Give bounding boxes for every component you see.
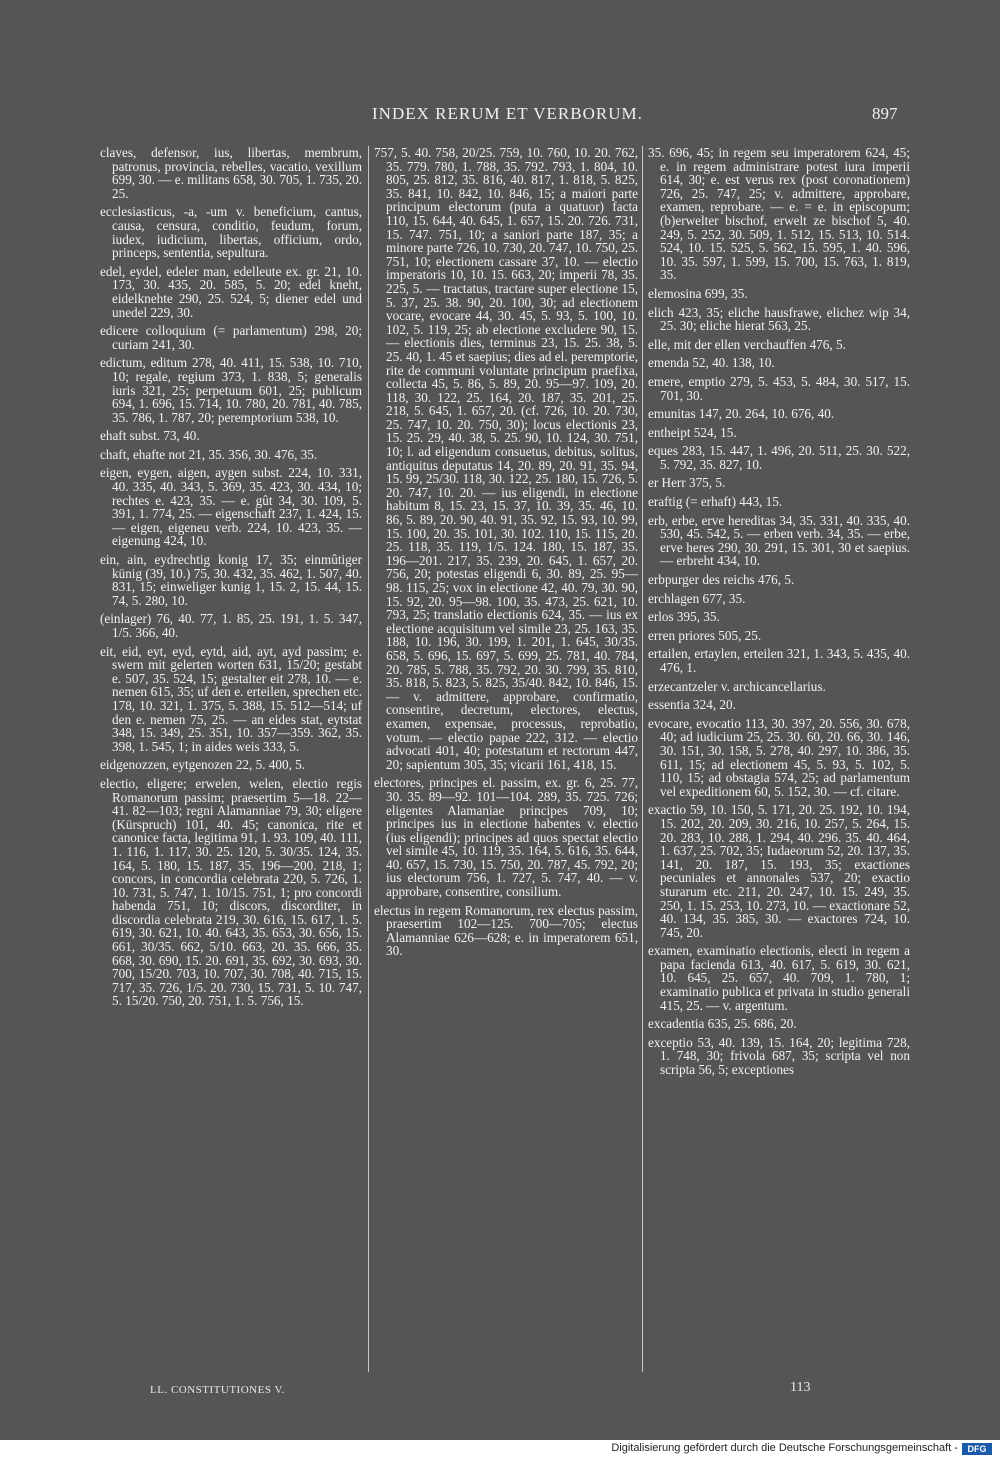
column-divider — [368, 146, 369, 1372]
signature-mark: 113 — [790, 1380, 811, 1395]
source-line: LL. CONSTITUTIONES V. — [150, 1384, 285, 1396]
index-entry: claves, defensor, ius, libertas, membrum, patronus, provincia, rebelles, vacatio, vexillum 699, 30. — e. militans 658, 30. 705, 1. 735, 20. 25. — [100, 145, 362, 201]
column-divider — [642, 146, 643, 1372]
index-entry: erb, erbe, erve hereditas 34, 35. 331, 40. 335, 40. 530, 45. 542, 5. — erben verb. 34, 35. — erbe, erve heres 290, 30. 291, 15. 301, 30 et saepius. — erbreht 434, 10. — [648, 512, 910, 569]
page-header — [0, 104, 1000, 128]
index-entry: electores, principes el. passim, ex. gr. 6, 25. 77, 30. 35. 89—92. 101—104. 289, 35. 725. 726; eligentes Alamaniae principes 709, 10; principes ius in electione habentes v. electio (ius eligendi); principes ad quos spectat electio vel simile 45, 10. 119, 35. 164, 5. 616, 35. 644, 40. 657, 15. 730, 15. 750, 20. 787, 45. 792, 20; ius electorum 756, 1. 727, 5. 747, 40. — v. approbare, consentire, consilium. — [374, 775, 638, 900]
index-entry: elemosina 699, 35. — [648, 285, 748, 301]
index-entry: examen, examinatio electionis, electi in regem a papa facienda 613, 40. 617, 5. 619, 30. 621, 10. 645, 25. 657, 40. 709, 1. 780, 1; examinatio publica et privata in studio generali 415, 25. — v. argentum. — [648, 943, 910, 1013]
index-entry: ecclesiasticus, -a, -um v. beneficium, cantus, causa, censura, conditio, feudum, forum, iudex, iudicium, libertas, officium, ordo, princeps, sententia, sepultura. — [100, 204, 362, 261]
index-entry: elich 423, 35; eliche hausfrawe, elichez wip 34, 25. 30; eliche hierat 563, 25. — [648, 304, 910, 334]
index-entry: edel, eydel, edeler man, edelleute ex. gr. 21, 10. 173, 30. 435, 20. 585, 5. 20; edel kneht, eidelknehte 290, 25. 524, 5; diener edel und unedel 229, 30. — [100, 263, 362, 320]
index-entry: exceptio 53, 40. 139, 15. 164, 20; legitima 728, 1. 748, 30; frivola 687, 35; scripta vel non scripta 56, 5; exceptiones — [648, 1034, 910, 1078]
running-title: INDEX RERUM ET VERBORUM. — [372, 104, 643, 123]
index-entry: eidgenozzen, eytgenozen 22, 5. 400, 5. — [100, 757, 306, 773]
dfg-notice: Digitalisierung gefördert durch die Deutsche Forschungsgemeinschaft - — [611, 1442, 958, 1454]
index-entry: evocare, evocatio 113, 30. 397, 20. 556, 30. 678, 40; ad iudicium 25, 25. 30. 60, 20. 66, 30. 146, 30. 151, 30. 158, 5. 278, 40. 297, 10. 386, 35. 611, 15; ad electionem 45, 5. 93, 5. 102, 5. 110, 15; ad obstagia 574, 25; ad parlamentum vel expeditionem 60, 5. 152, 30. — cf. citare. — [648, 715, 910, 799]
index-entry: chaft, ehafte not 21, 35. 356, 30. 476, 35. — [100, 446, 318, 462]
page-number: 897 — [872, 104, 898, 123]
index-entry: 757, 5. 40. 758, 20/25. 759, 10. 760, 10. 20. 762, 35. 779. 780, 1. 788, 35. 792. 793, 1. 804, 10. 805, 25. 812, 35. 816, 40. 817, 1. 818, 5. 825, 35. 841, 10. 842, 10. 846, 15; a maiori parte principum electorum (puta a quatuor) facta 110, 15. 644, 40. 645, 1. 657, 15. 20. 726. 731, 15. 747. 751, 10; a saniori parte 187, 35; a minore parte 726, 10. 730, 20. 747, 10. 750, 25. 751, 10; electionem cassare 37, 10. — electio imperatoris 10, 10. 15. 663, 20; imperii 78, 35. 225, 5. — tractatus, tractare super electione 15, 5. 37, 25. 38. 90, 20. 100, 30; ad electionem vocare, evocare 44, 30. 45, 5. 93, 5. 100, 10. 102, 5. 119, 25; ab electione excludere 90, 15. — electionis dies, terminus 23, 15. 25. 38, 5. 25. 40, 1. 45 et saepius; dies ad el. peremptorie, rite de communi voluntate principum praefixa, collecta 45, 5. 86, 5. 89, 20. 95—97. 109, 20. 118, 30. 122, 25. 164, 20. 187, 35. 201, 25. 218, 5. 645, 1. 657, 20. (cf. 726, 10. 20. 730, 25. 747, 10. 20. 750, 30); locus electionis 23, 15. 25. 29, 40. 38, 5. 25. 90, 10. 124, 30. 751, 10; l. ad eligendum consuetus, debitus, solitus, antiquitus deputatus 14, 20. 89, 20. 91, 35. 94, 15. 99, 25/30. 118, 30. 122, 25. 180, 15. 726, 5. 20. 747, 10. 20. — ius eligendi, in electione habitum 8, 15. 23, 15. 37, 10. 39, 35. 46, 10. 86, 5. 89, 20. 90, 40. 91, 35. 92, 15. 93, 10. 99, 15. 100, 20. 35. 101, 30. 102. 110, 15. 115, 20. 25. 118, 35. 119, 1/5. 124. 180, 15. 187, 35. 196—201. 217, 35. 239, 20. 645, 1. 657, 20. 756, 20; potestas eligendi 6, 30. 89, 25. 95—98. 115, 25; vox in electione 42, 40. 79, 30. 90, 15. 92, 20. 95—98. 100, 35. 473, 25. 621, 10. 793, 25; translatio electionis 624, 35. — ius ex electione acquisitum vel simile 23, 25. 163, 35. 188, 10. 196, 30. 199, 1. 201, 1. 645, 30/35. 658, 5. 696, 15. 697, 5. 699, 25. 781, 40. 784, 20. 785, 5. 788, 35. 792, 20. 30. 799, 35. 810, 35. 818, 5. 823, 5. 825, 35/40. 842, 10. 846, 15. — v. admittere, approbare, confirmatio, consentire, decretum, electores, electus, examen, expensae, processus, reprobatio, votum. — electio papae 222, 312. — electio advocati 401, 40; potestatum et rectorum 447, 20; sapientum 305, 35; vicarii 161, 418, 15. — [374, 145, 638, 772]
index-entry: ertailen, ertaylen, erteilen 321, 1. 343, 5. 435, 40. 476, 1. — [648, 646, 910, 675]
index-column-2 — [374, 146, 638, 963]
index-entry: emunitas 147, 20. 264, 10. 676, 40. — [648, 406, 835, 422]
index-column-3 — [648, 146, 910, 1082]
index-entry: eit, eid, eyt, eyd, eytd, aid, ayt, ayd passim; e. swern mit gelerten worten 631, 15/20; gestabt e. 507, 35. 524, 15; gestalter eit 278, 10. — e. nemen 615, 35; uf den e. erteilen, sprechen etc. 178, 10. 321, 1. 375, 5. 388, 15. 512—514; uf den e. nemen 75, 25. — an eides stat, eytstat 348, 15. 349, 25. 351, 10. 357—359. 362, 35. 398, 1. 545, 1; in aides weis 333, 5. — [100, 643, 362, 754]
index-entry: essentia 324, 20. — [648, 697, 736, 713]
index-entry: excadentia 635, 25. 686, 20. — [648, 1016, 797, 1032]
index-entry: eques 283, 15. 447, 1. 496, 20. 511, 25. 30. 522, 5. 792, 35. 827, 10. — [648, 443, 910, 472]
index-entry: emenda 52, 40. 138, 10. — [648, 355, 775, 371]
index-entry: er Herr 375, 5. — [648, 475, 726, 491]
index-entry: exactio 59, 10. 150, 5. 171, 20. 25. 192, 10. 194, 15. 202, 20. 209, 30. 216, 10. 257, 5. 264, 15. 20. 283, 10. 288, 1. 294, 40. 296. 35. 40. 464, 1. 637, 25. 702, 35; Iudaeorum 52, 20. 137, 35. 141, 20. 187, 15. 193, 35; exactiones pecuniales et annonales 537, 20; exactio sturarum etc. 211, 20. 247, 10. 15. 249, 35. 250, 1. 15. 253, 10. 273, 10. — exactionare 52, 40. 134, 35. 385, 30. — exactores 724, 10. 745, 20. — [648, 802, 910, 940]
index-entry: erlos 395, 35. — [648, 609, 720, 625]
dfg-banner — [0, 1440, 1000, 1459]
index-entry: emere, emptio 279, 5. 453, 5. 484, 30. 517, 15. 701, 30. — [648, 373, 910, 403]
index-entry: edictum, editum 278, 40. 411, 15. 538, 10. 710, 10; regale, regium 373, 1. 838, 5; generalis iuris 321, 25; perpetuum 601, 25; publicum 694, 1. 696, 15. 714, 10. 780, 20. 781, 40. 785, 35. 786, 1. 787, 20; peremptorium 538, 10. — [100, 355, 362, 425]
index-entry: electio, eligere; erwelen, welen, electio regis Romanorum passim; praesertim 5—18. 22—41. 82—103; regni Alamanniae 79, 30; eligere (Kürspruch) 101, 40. 45; canonica, rite et canonice facta, legitima 91, 1. 93. 109, 40. 111, 1. 116, 1. 117, 30. 25. 120, 5. 30/35. 124, 35. 164, 5. 180, 15. 187, 35. 196—200. 218, 1; concors, in concordia celebrata 220, 5. 726, 1. 10. 731, 5. 747, 1. 10/15. 751, 1; pro concordi habenda 751, 10; discors, discorditer, in discordia celebrata 219, 30. 616, 15. 617, 1. 5. 619, 30. 621, 10. 40. 643, 35. 653, 30. 656, 15. 661, 30/35. 662, 5/10. 663, 20. 35. 666, 35. 668, 30. 690, 15. 20. 691, 35. 692, 30. 693, 30. 700, 15/20. 703, 10. 707, 30. 708, 40. 715, 15. 717, 35. 726, 1/5. 20. 730, 15. 731, 5. 10. 747, 5. 15/20. 750, 20. 751, 1. 5. 756, 15. — [100, 775, 362, 1009]
index-entry: eigen, eygen, aigen, aygen subst. 224, 10. 331, 40. 335, 40. 343, 5. 369, 35. 423, 30. 434, 10; rechtes e. 423, 35. — e. gût 34, 30. 109, 5. 391, 1. 774, 25. — eigenschaft 237, 1. 424, 15. — eigen, eigeneu verb. 224, 10. 423, 35. — eigenung 424, 10. — [100, 465, 362, 549]
index-column-1 — [100, 146, 362, 1013]
index-entry: entheipt 524, 15. — [648, 424, 737, 440]
dfg-logo-icon: DFG — [962, 1443, 992, 1455]
index-entry: erchlagen 677, 35. — [648, 590, 746, 606]
index-entry: eraftig (= erhaft) 443, 15. — [648, 494, 783, 510]
index-entry: erzecantzeler v. archicancellarius. — [648, 678, 826, 694]
index-entry: ehaft subst. 73, 40. — [100, 428, 200, 444]
index-entry: erbpurger des reichs 476, 5. — [648, 572, 795, 588]
index-entry: edicere colloquium (= parlamentum) 298, 20; curiam 241, 30. — [100, 323, 362, 352]
index-entry: erren priores 505, 25. — [648, 627, 762, 643]
index-entry: (einlager) 76, 40. 77, 1. 85, 25. 191, 1. 5. 347, 1/5. 366, 40. — [100, 611, 362, 640]
index-entry: 35. 696, 45; in regem seu imperatorem 624, 45; e. in regem administrare potest iura imperii 614, 30; e. est verus rex (post coronationem) 726, 25. 747, 25; v. admittere, approbare, examen, reprobare. — e. = e. in episcopum; (b)erwelter bischof, erwelt ze bischof 5, 40. 249, 5. 252, 30. 509, 1. 512, 15. 513, 10. 514. 524, 10. 15. 525, 5. 562, 15. 595, 1. 40. 596, 10. 35. 597, 1. 599, 15. 700, 15. 763, 1. 819, 35. — [648, 145, 910, 283]
index-entry: electus in regem Romanorum, rex electus passim, praesertim 102—125. 700—705; electus Alamanniae 626—628; e. in imperatorem 651, 30. — [374, 902, 638, 959]
index-entry: ein, ain, eydrechtig konig 17, 35; einmûtiger künig (39, 10.) 75, 30. 432, 35. 462, 1. 507, 40. 831, 15; einweliger kunig 1, 15. 2, 15. 44, 15. 74, 5. 280, 10. — [100, 552, 362, 608]
index-entry: elle, mit der ellen verchauffen 476, 5. — [648, 336, 846, 352]
